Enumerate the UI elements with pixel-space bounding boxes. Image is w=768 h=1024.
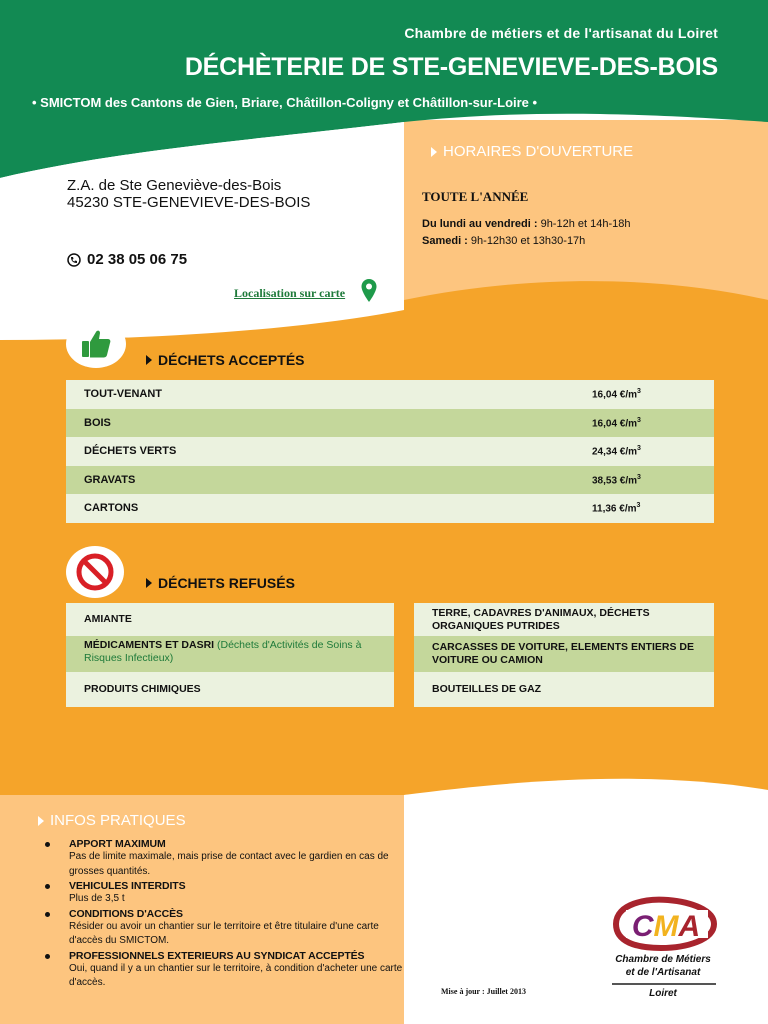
waste-price <box>592 445 714 457</box>
waste-name: TOUT-VENANT <box>84 388 163 401</box>
refused-item: BOUTEILLES DE GAZ <box>432 683 542 695</box>
hours-heading <box>431 143 633 160</box>
table-row <box>66 437 714 466</box>
phone-number[interactable] <box>67 251 187 268</box>
weekday-hours: 9h-12h et 14h-18h <box>537 218 631 230</box>
address-line-2: 45230 STE-GENEVIEVE-DES-BOIS <box>67 194 311 211</box>
hours-weekday <box>422 218 630 230</box>
logo-letters: CMA <box>631 910 701 943</box>
table-row <box>414 672 714 707</box>
info-text: Pas de limite maximale, mais prise de contact avec le gardien en cas de grosses quantités. <box>69 851 389 877</box>
arrow-right-icon <box>146 578 152 588</box>
address-block <box>67 177 310 211</box>
saturday-label: Samedi : <box>422 235 468 247</box>
arrow-right-icon <box>146 355 152 365</box>
table-row <box>66 409 714 438</box>
refused-item: TERRE, CADAVRES D'ANIMAUX, DÉCHETS ORGANIQUES PUTRIDES <box>432 606 650 632</box>
infos-heading <box>38 812 186 829</box>
list-item <box>45 838 405 879</box>
arrow-right-icon <box>38 816 44 826</box>
waste-price <box>592 388 714 400</box>
cma-logo-mark <box>606 896 720 952</box>
refused-heading-text: DÉCHETS REFUSÉS <box>158 575 295 591</box>
price-unit-exponent: 3 <box>636 502 641 510</box>
table-row <box>66 636 394 672</box>
price-value: 38,53 €/m <box>592 474 638 486</box>
waste-price <box>592 474 714 486</box>
cma-logo <box>606 896 720 1006</box>
waste-name: DÉCHETS VERTS <box>84 445 177 458</box>
waste-price <box>592 502 714 514</box>
info-title: CONDITIONS D'ACCÈS <box>69 907 183 920</box>
list-item <box>45 908 405 949</box>
bullet <box>45 912 50 917</box>
table-row <box>66 494 714 523</box>
page-title: DÉCHÈTERIE DE STE-GENEVIEVE-DES-BOIS <box>184 53 718 81</box>
logo-text-line1: Chambre de Métiers <box>615 954 711 965</box>
info-title: APPORT MAXIMUM <box>69 838 166 850</box>
hours-saturday <box>422 235 585 247</box>
hours-all-year: TOUTE L'ANNÉE <box>422 189 529 204</box>
refused-item: PRODUITS CHIMIQUES <box>84 683 201 695</box>
price-value: 24,34 €/m <box>592 446 638 458</box>
logo-divider <box>612 983 716 985</box>
table-row <box>414 636 714 672</box>
refused-item: CARCASSES DE VOITURE, ELEMENTS ENTIERS DE VOITURE OU CAMION <box>432 641 694 666</box>
refused-heading <box>146 575 295 591</box>
logo-text-line2: et de l'Artisanat <box>625 967 701 978</box>
price-unit-exponent: 3 <box>637 445 641 453</box>
info-text: Oui, quand il y a un chantier sur le territoire, à condition d'acheter une carte d'accès. <box>69 962 403 988</box>
price-unit-exponent: 3 <box>637 473 641 481</box>
price-value: 16,04 €/m <box>592 389 638 401</box>
list-item <box>45 950 405 991</box>
table-row <box>414 603 714 636</box>
address-line-1: Z.A. de Ste Geneviève-des-Bois <box>67 177 282 194</box>
waste-name: BOIS <box>84 416 111 429</box>
accepted-table <box>66 380 714 523</box>
hours-heading-text: HORAIRES D'OUVERTURE <box>443 143 634 160</box>
weekday-label: Du lundi au vendredi : <box>422 218 538 230</box>
prohibited-icon <box>75 552 115 592</box>
bullet <box>45 842 50 847</box>
arrow-right-icon <box>431 147 437 157</box>
waste-name: CARTONS <box>84 502 139 515</box>
info-text: Plus de 3,5 t <box>69 893 125 904</box>
waste-name: GRAVATS <box>84 473 136 486</box>
thumb-badge <box>66 320 126 368</box>
table-row <box>66 380 714 409</box>
infos-heading-text: INFOS PRATIQUES <box>50 812 186 829</box>
accepted-heading-text: DÉCHETS ACCEPTÉS <box>158 352 305 368</box>
bullet <box>45 954 50 959</box>
price-value: 16,04 €/m <box>592 417 638 429</box>
thumbs-up-icon <box>78 326 114 362</box>
refused-table-right <box>414 603 714 707</box>
logo-text-line3: Loiret <box>649 988 677 999</box>
price-unit-exponent: 3 <box>637 388 641 396</box>
info-title: PROFESSIONNELS EXTERIEURS AU SYNDICAT ACCEPTÉS <box>69 949 365 962</box>
update-date: Mise à jour : Juillet 2013 <box>441 987 526 996</box>
table-row <box>66 466 714 495</box>
phone-text: 02 38 05 06 75 <box>87 251 188 268</box>
infos-list <box>45 838 405 992</box>
info-text: Résider ou avoir un chantier sur le territoire et être titulaire d'une carte d'accès du SMICTOM. <box>69 920 379 946</box>
list-item <box>45 880 405 907</box>
refused-table-left <box>66 603 394 707</box>
bullet <box>45 884 50 889</box>
refused-item: AMIANTE <box>84 613 132 625</box>
map-pin-icon[interactable] <box>360 278 378 304</box>
price-unit-exponent: 3 <box>637 416 641 424</box>
waste-price <box>592 417 714 429</box>
info-title: VEHICULES INTERDITS <box>69 880 186 892</box>
refused-item: MÉDICAMENTS ET DASRI <box>84 639 215 651</box>
price-value: 11,36 €/m <box>592 503 637 515</box>
refuse-badge <box>66 546 124 598</box>
organization-name: Chambre de métiers et de l'artisanat du Loiret <box>404 25 718 41</box>
map-link[interactable]: Localisation sur carte <box>234 286 346 300</box>
refused-item-note: (Déchets d'Activités de Soins à Risques Infectieux) <box>84 639 362 664</box>
table-row <box>66 603 394 636</box>
phone-icon <box>67 253 81 267</box>
table-row <box>66 672 394 707</box>
subtitle: • SMICTOM des Cantons de Gien, Briare, Châtillon-Coligny et Châtillon-sur-Loire • <box>32 95 538 110</box>
accepted-heading <box>146 352 305 368</box>
saturday-hours: 9h-12h30 et 13h30-17h <box>467 235 586 247</box>
